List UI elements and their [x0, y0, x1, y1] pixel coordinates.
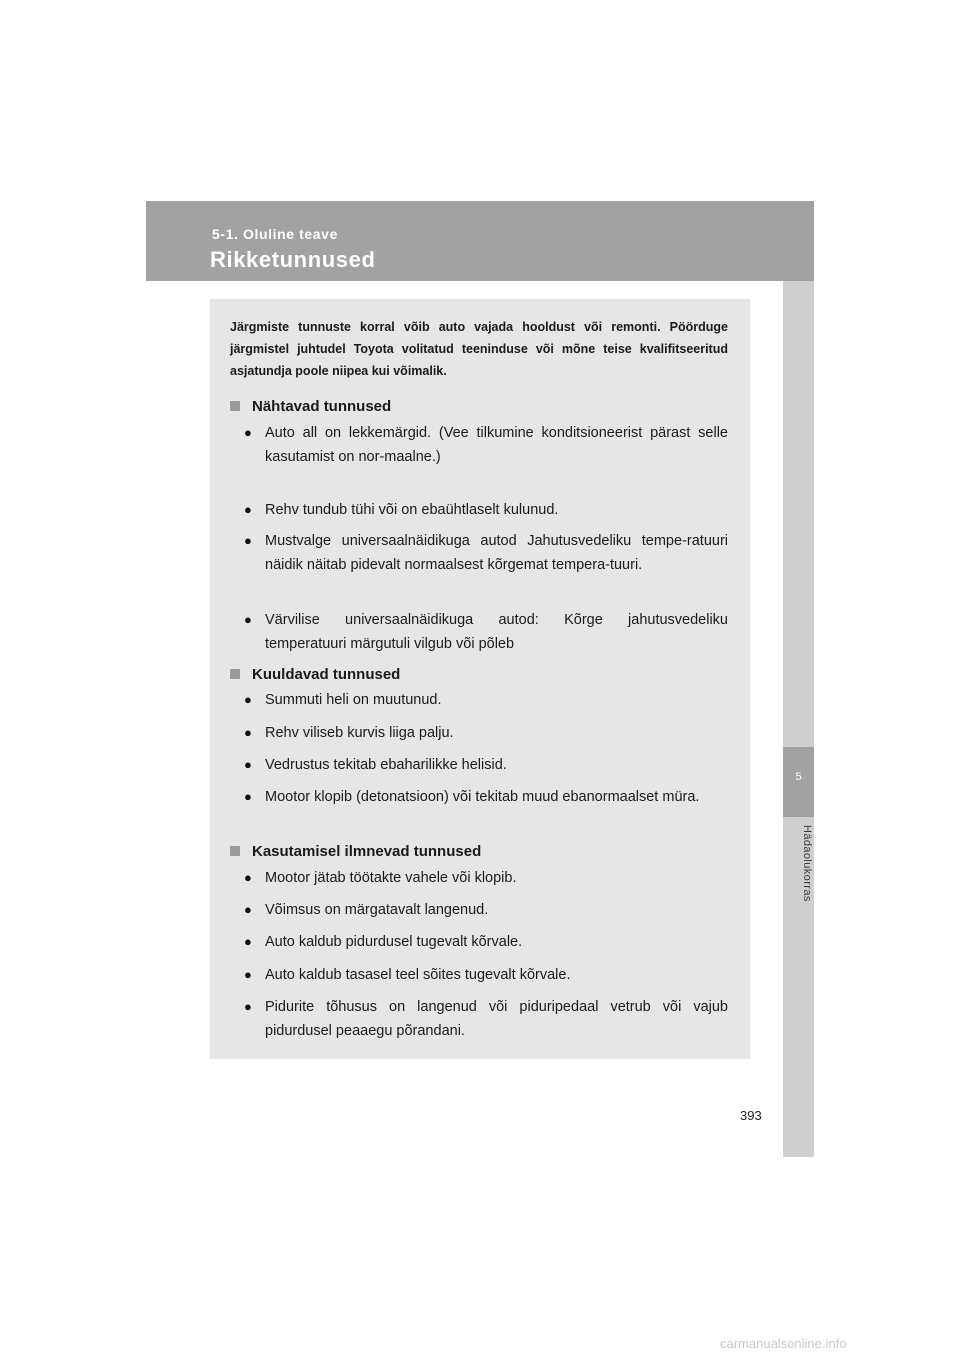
chapter-name: Hädaolukorras	[801, 825, 813, 902]
list-item	[244, 785, 728, 809]
list-item	[244, 421, 728, 469]
list-item-text: Pidurite tõhusus on langenud või piduripedaal vetrub või vajub pidurdusel peaaegu põrandani.	[265, 999, 728, 1039]
group-heading-label: Kasutamisel ilmnevad tunnused	[252, 843, 482, 860]
list-item	[244, 930, 728, 954]
page-number: 393	[740, 1108, 762, 1123]
side-tab-strip	[783, 281, 814, 1157]
round-bullet-icon: ●	[244, 934, 252, 949]
round-bullet-icon: ●	[244, 533, 252, 548]
round-bullet-icon: ●	[244, 502, 252, 517]
list-item	[244, 498, 728, 522]
round-bullet-icon: ●	[244, 612, 252, 627]
round-bullet-icon: ●	[244, 902, 252, 917]
list-item-text: Vedrustus tekitab ebaharilikke helisid.	[265, 757, 507, 773]
round-bullet-icon: ●	[244, 870, 252, 885]
list-item	[244, 898, 728, 922]
list-item	[244, 608, 728, 656]
chapter-tab[interactable]	[783, 747, 814, 817]
section-label: 5-1. Oluline teave	[212, 226, 338, 242]
list-item-text: Auto kaldub tasasel teel sõites tugevalt kõrvale.	[265, 967, 571, 983]
list-item	[244, 688, 728, 712]
list-item-text: Auto all on lekkemärgid. (Vee tilkumine konditsioneerist pärast selle kasutamist on nor-maalne.)	[265, 425, 728, 465]
square-bullet-icon	[230, 846, 240, 856]
round-bullet-icon: ●	[244, 692, 252, 707]
round-bullet-icon: ●	[244, 757, 252, 772]
list-item-text: Rehv viliseb kurvis liiga palju.	[265, 725, 454, 741]
list-item-text: Mustvalge universaalnäidikuga autod Jahutusvedeliku tempe-ratuuri näidik näitab pidevalt normaalsest kõrgemat tempera-tuuri.	[265, 533, 728, 573]
list-item	[244, 866, 728, 890]
list-item-text: Võimsus on märgatavalt langenud.	[265, 902, 489, 918]
list-item	[244, 529, 728, 577]
group-heading-label: Nähtavad tunnused	[252, 398, 392, 415]
list-item	[244, 721, 728, 745]
round-bullet-icon: ●	[244, 789, 252, 804]
group-heading-label: Kuuldavad tunnused	[252, 666, 401, 683]
list-item-text: Auto kaldub pidurdusel tugevalt kõrvale.	[265, 934, 523, 950]
footer-watermark: carmanualsonline.info	[720, 1336, 847, 1351]
page-title: Rikketunnused	[210, 247, 376, 272]
square-bullet-icon	[230, 669, 240, 679]
content-box	[210, 299, 750, 1059]
intro-text: Järgmiste tunnuste korral võib auto vajada hooldust või remonti. Pöörduge järgmistel juhtudel Toyota volitatud teeninduse või mõne teise kvalifitseeritud asjatundja poole niipea kui võimalik.	[230, 320, 728, 378]
list-item	[244, 963, 728, 987]
header-band	[146, 201, 814, 281]
chapter-number: 5	[795, 771, 802, 783]
list-item-text: Värvilise universaalnäidikuga autod: Kõrge jahutusvedeliku temperatuuri märgutuli vilgub või põleb	[265, 612, 728, 652]
group-heading-visible	[228, 395, 728, 419]
list-item-text: Mootor klopib (detonatsioon) või tekitab muud ebanormaalset müra.	[265, 789, 700, 805]
round-bullet-icon: ●	[244, 425, 252, 440]
list-item	[244, 753, 728, 777]
group-heading-operational	[228, 840, 728, 864]
list-item-text: Rehv tundub tühi või on ebaühtlaselt kulunud.	[265, 502, 559, 518]
list-item-text: Mootor jätab töötakte vahele või klopib.	[265, 870, 517, 886]
square-bullet-icon	[230, 401, 240, 411]
round-bullet-icon: ●	[244, 725, 252, 740]
round-bullet-icon: ●	[244, 967, 252, 982]
group-heading-audible	[228, 663, 728, 687]
list-item-text: Summuti heli on muutunud.	[265, 692, 442, 708]
list-item	[244, 995, 728, 1043]
round-bullet-icon: ●	[244, 999, 252, 1014]
